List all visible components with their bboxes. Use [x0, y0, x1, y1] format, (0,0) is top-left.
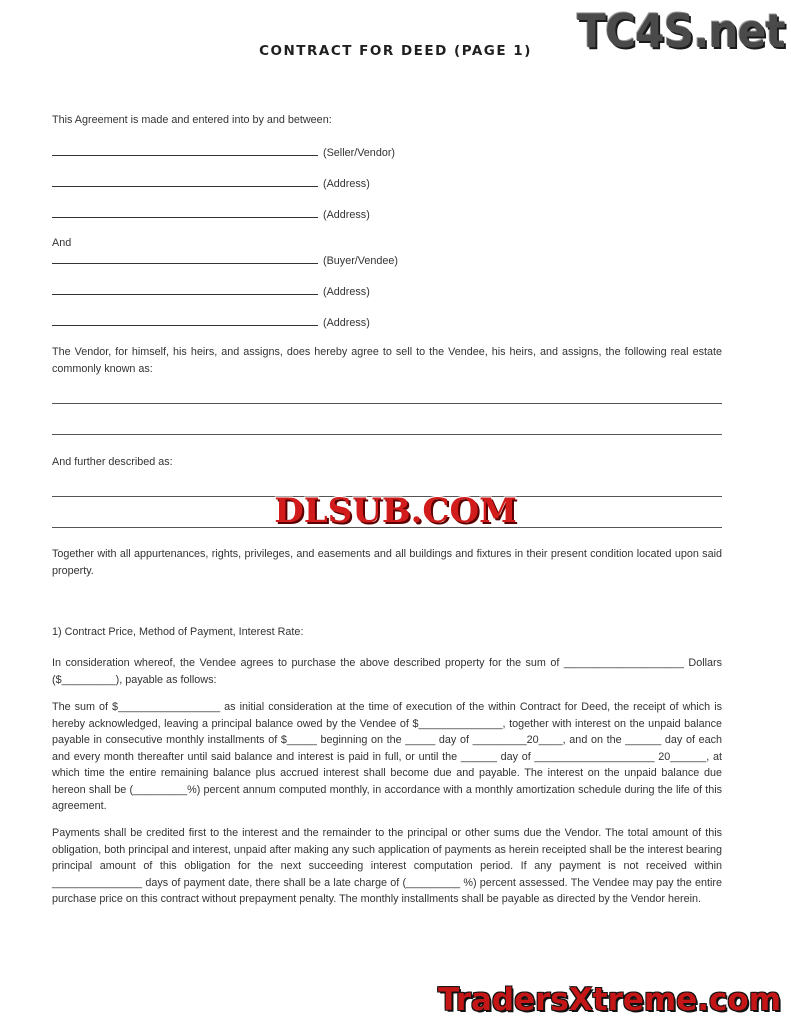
buyer-address-blank[interactable] [52, 283, 318, 295]
section1-heading: 1) Contract Price, Method of Payment, Interest Rate: [52, 626, 304, 638]
seller-address2-label: (Address) [323, 209, 370, 221]
consideration-text: In consideration whereof, the Vendee agrees to purchase the above described property for the sum of ____________________ Dollars ($_________), payable as follows: [52, 657, 722, 686]
and-label: And [52, 237, 72, 249]
seller-address2-blank[interactable] [52, 206, 318, 218]
buyer-name-blank[interactable] [52, 252, 318, 264]
seller-address-label: (Address) [323, 178, 370, 190]
intro-text: This Agreement is made and entered into by and between: [52, 114, 332, 126]
tc4s-watermark: TC4S.net [577, 4, 785, 58]
buyer-address-row [52, 283, 370, 297]
payments-paragraph: Payments shall be credited first to the interest and the remainder to the principal or other sums due the Vendor. The total amount of this obligation, both principal and interest, unpaid after making any such application of payments as herein receipted shall be the interest bearing principal amount of this obligation for the next succeeding interest computation period. If any payment is not received within _______________ days of payment date, there shall be a late charge of (_________ %) percent assessed. The Vendee may pay the entire purchase price on this contract without prepayment penalty. The monthly installments shall be payable as directed by the Vendor herein. [52, 827, 722, 905]
buyer-address-label: (Address) [323, 286, 370, 298]
buyer-address2-blank[interactable] [52, 314, 318, 326]
seller-name-blank[interactable] [52, 144, 318, 156]
tradersxtreme-watermark: TradersXtreme.com [437, 982, 781, 1018]
seller-row [52, 144, 395, 158]
buyer-row [52, 252, 398, 266]
buyer-row-label: (Buyer/Vendee) [323, 255, 399, 267]
appurtenances-text: Together with all appurtenances, rights, privileges, and easements and all buildings and fixtures in their present condition located upon said property. [52, 548, 722, 577]
buyer-address2-row [52, 314, 370, 328]
vendor-agree-text: The Vendor, for himself, his heirs, and assigns, does hereby agree to sell to the Vendee, his heirs, and assigns, the following real estate commonly known as: [52, 346, 722, 375]
buyer-address2-label: (Address) [323, 317, 370, 329]
dlsub-watermark: DLSUB.COM [274, 491, 517, 531]
further-described-text: And further described as: [52, 456, 173, 468]
seller-address-row [52, 175, 370, 189]
sum-paragraph: The sum of $_________________ as initial consideration at the time of execution of the within Contract for Deed, the receipt of which is hereby acknowledged, leaving a principal balance owed by the Vendee of $______________, together with interest on the unpaid balance payable in consecutive monthly installments of $_____ beginning on the _____ day of _________20____, and on the ______ day of each and every month thereafter until said balance and interest is paid in full, or until the ______ day of ____________________ 20______, at which time the entire remaining balance plus accrued interest shall become due and payable. The interest on the unpaid balance due hereon shall be (_________%) percent annum computed monthly, in accordance with a monthly amortization schedule during the life of this agreement. [52, 701, 722, 812]
seller-row-label: (Seller/Vendor) [323, 147, 396, 159]
page-title: CONTRACT FOR DEED (PAGE 1) [259, 43, 532, 59]
property-line-1[interactable] [52, 403, 722, 404]
property-line-2[interactable] [52, 434, 722, 435]
seller-address-blank[interactable] [52, 175, 318, 187]
seller-address2-row [52, 206, 370, 220]
